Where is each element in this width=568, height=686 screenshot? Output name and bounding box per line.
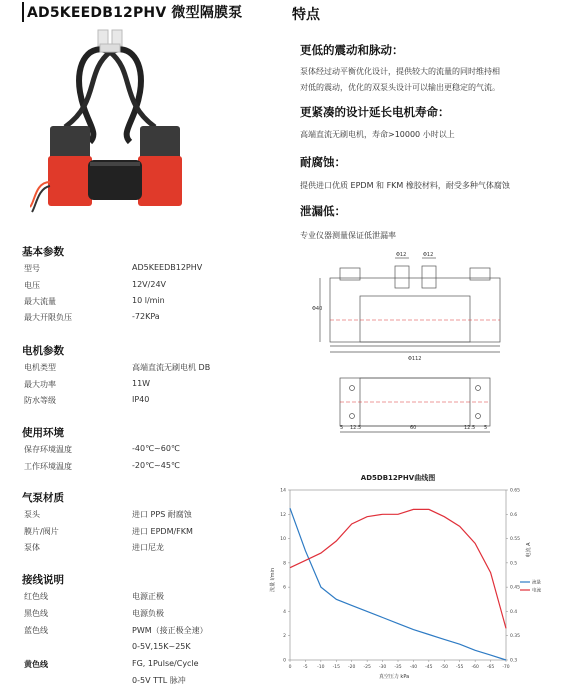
chart-tick-label-right: 0.55: [510, 537, 521, 543]
spec-key: 电压: [24, 281, 40, 290]
spec-key: 最大开限负压: [24, 313, 72, 322]
chart-title: AD5DB12PHV曲线图: [360, 474, 436, 482]
dim-port-right: Φ12: [423, 252, 434, 258]
drawing-motor-body: [360, 296, 470, 342]
spec-value: 12V/24V: [132, 280, 166, 289]
spec-value: AD5KEEDB12PHV: [132, 263, 203, 272]
dim-side: Φ40: [312, 306, 323, 312]
spec-value: IP40: [132, 395, 150, 404]
chart-tick-label-x: -20: [348, 665, 356, 670]
spec-key: 工作环境温度: [24, 462, 72, 471]
performance-chart: [268, 470, 558, 682]
feature-text-lifetime: 高端直流无刷电机，寿命>10000 小时以上: [300, 130, 455, 139]
chart-series-flow: [290, 508, 506, 660]
chart-tick-label-left: 14: [280, 488, 286, 494]
chart-tick-label-right: 0.5: [510, 561, 518, 567]
chart-tick-label-right: 0.4: [510, 609, 518, 615]
spec-value: -72KPa: [132, 312, 160, 321]
feature-heading-vibration: 更低的震动和脉动：: [300, 43, 404, 57]
spec-value: 高端直流无刷电机 DB: [132, 363, 211, 372]
spec-key: 黑色线: [24, 609, 48, 618]
chart-series-current: [290, 509, 506, 628]
spec-heading-motor: 电机参数: [22, 345, 64, 357]
spec-value: -40℃~60℃: [132, 444, 180, 453]
chart-tick-label-x: 0: [288, 665, 292, 670]
spec-value: -20℃~45℃: [132, 461, 180, 470]
features-title: 特点: [292, 7, 320, 23]
dim-port-left: Φ12: [396, 252, 407, 258]
spec-value: 进口尼龙: [132, 543, 164, 552]
chart-tick-label-left: 12: [280, 512, 286, 518]
chart-tick-label-x: -60: [471, 665, 479, 670]
spec-key: 红色线: [24, 592, 48, 601]
chart-tick-label-left: 2: [283, 634, 286, 640]
chart-tick-label-right: 0.6: [510, 512, 518, 518]
drawing-mount-hole: [350, 386, 355, 391]
spec-value: 0-5V,15K~25K: [132, 642, 191, 651]
chart-x-label: 真空压力 kPa: [378, 674, 410, 680]
chart-legend-label: 流量: [532, 580, 541, 586]
spec-value: 电源负极: [132, 609, 164, 618]
chart-tick-label-left: 10: [280, 537, 286, 543]
dim-bottom-right-b: 5: [484, 425, 488, 431]
drawing-mount-hole: [476, 414, 481, 419]
chart-tick-label-x: -45: [425, 665, 433, 670]
dim-width: Φ112: [408, 356, 422, 362]
product-title: AD5KEEDB12PHV 微型隔膜泵: [22, 2, 242, 22]
spec-key: 蓝色线: [24, 626, 48, 635]
spec-value: 0-5V TTL 脉冲: [132, 676, 186, 685]
chart-y-label-left: 流量 l/min: [270, 567, 276, 593]
spec-key: 电机类型: [24, 363, 56, 372]
spec-value: FG, 1Pulse/Cycle: [132, 659, 199, 668]
dim-bottom-width: 60: [410, 425, 417, 431]
chart-tick-label-x: -10: [317, 665, 325, 670]
chart-tick-label-x: -35: [394, 665, 402, 670]
chart-plot-frame: [290, 490, 506, 660]
chart-tick-label-right: 0.45: [510, 585, 521, 591]
dim-bottom-right-a: 12.5: [464, 425, 476, 431]
chart-tick-label-left: 8: [283, 561, 286, 567]
drawing-port-left: [395, 266, 409, 288]
chart-tick-label-right: 0.3: [510, 658, 518, 664]
feature-heading-leakage: 泄漏低：: [300, 204, 346, 218]
spec-value: 电源正极: [132, 592, 164, 601]
drawing-mount-hole: [476, 386, 481, 391]
pump-photo: [30, 22, 190, 222]
dimension-drawing: [300, 248, 530, 438]
chart-tick-label-x: -50: [440, 665, 448, 670]
spec-value: PWM（接正极全速）: [132, 626, 208, 635]
spec-key: 最大流量: [24, 297, 56, 306]
chart-tick-label-x: -25: [363, 665, 371, 670]
feature-heading-corrosion: 耐腐蚀：: [300, 155, 346, 169]
spec-heading-basic: 基本参数: [22, 246, 64, 258]
spec-key: 型号: [24, 264, 40, 273]
spec-key: 黄色线: [24, 660, 48, 669]
chart-lines: [290, 508, 506, 660]
chart-tick-label-left: 6: [283, 585, 286, 591]
spec-heading-material: 气泵材质: [22, 492, 64, 504]
drawing-mount-hole: [350, 414, 355, 419]
feature-heading-lifetime: 更紧凑的设计延长电机寿命：: [300, 105, 450, 119]
chart-tick-label-x: -15: [332, 665, 340, 670]
drawing-port-right: [422, 266, 436, 288]
chart-tick-label-x: -65: [486, 665, 495, 670]
spec-key: 泵头: [24, 510, 40, 519]
feature-text-vibration-1: 泵体经过动平衡优化设计，提供较大的流量的同时维持相: [300, 67, 500, 76]
chart-tick-label-right: 0.65: [510, 488, 521, 494]
dim-bottom-left-b: 12.5: [350, 425, 362, 431]
spec-heading-wiring: 接线说明: [22, 574, 64, 586]
chart-tick-label-x: -30: [378, 665, 387, 670]
spec-value: 进口 PPS 耐腐蚀: [132, 510, 192, 519]
feature-text-leakage: 专业仪器测量保证低泄漏率: [300, 231, 396, 240]
chart-axes: [280, 488, 520, 671]
spec-value: 10 l/min: [132, 296, 165, 305]
chart-tick-label-x: -70: [502, 665, 510, 670]
spec-key: 保存环境温度: [24, 445, 72, 454]
spec-key: 防水等级: [24, 396, 56, 405]
spec-key: 泵体: [24, 543, 40, 552]
spec-key: 膜片/阀片: [24, 527, 59, 536]
chart-y-label-right: 电流 A: [526, 542, 532, 558]
spec-key: 最大功率: [24, 380, 56, 389]
chart-legend: [520, 579, 541, 594]
spec-value: 进口 EPDM/FKM: [132, 527, 193, 536]
chart-tick-label-left: 4: [283, 609, 286, 615]
chart-tick-label-x: -55: [456, 665, 464, 670]
spec-heading-environment: 使用环境: [22, 427, 64, 439]
chart-tick-label-x: -40: [409, 665, 418, 670]
chart-tick-label-left: 0: [283, 658, 286, 664]
chart-tick-label-right: 0.35: [510, 634, 521, 640]
feature-text-corrosion: 提供进口优质 EPDM 和 FKM 橡胶材料，耐受多种气体腐蚀: [300, 181, 510, 190]
spec-value: 11W: [132, 379, 151, 388]
chart-tick-label-x: -5: [303, 665, 308, 670]
dim-bottom-left-a: 5: [340, 425, 344, 431]
feature-text-vibration-2: 对低的震动，优化的双泵头设计可以输出更稳定的气流。: [300, 83, 500, 92]
drawing-top-outline: [330, 278, 500, 342]
chart-legend-label: 电流: [532, 588, 541, 594]
